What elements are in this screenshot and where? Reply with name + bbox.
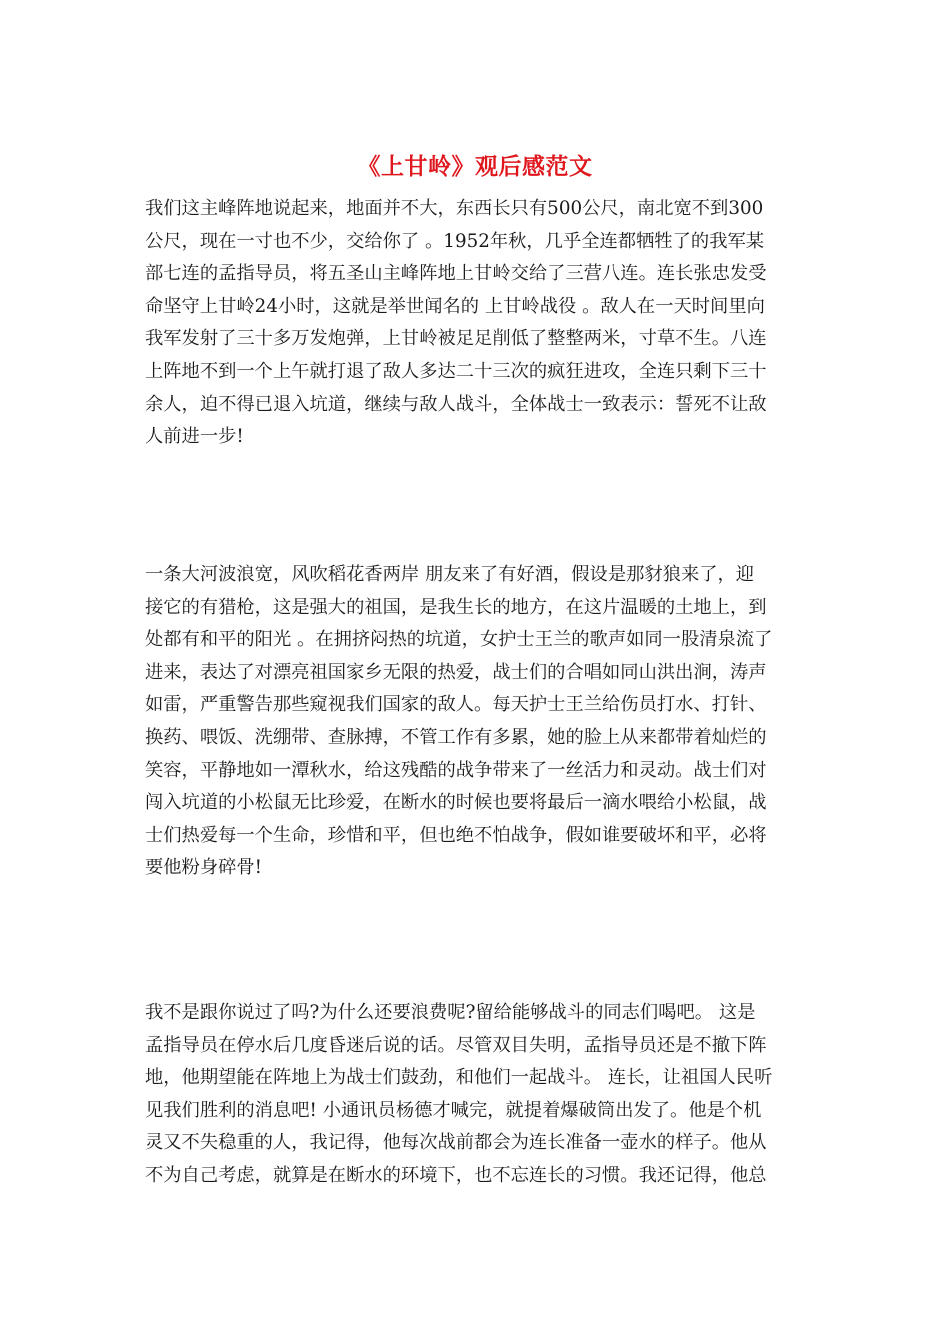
paragraph-line: 闯入坑道的小松鼠无比珍爱，在断水的时候也要将最后一滴水喂给小松鼠，战: [145, 792, 767, 814]
page-title: 《上甘岭》观后感范文: [357, 153, 593, 180]
paragraph-line: 人前进一步!: [145, 426, 244, 448]
paragraph-line: 我不是跟你说过了吗?为什么还要浪费呢?留给能够战斗的同志们喝吧。 这是: [145, 1002, 756, 1023]
paragraph-2: [145, 559, 805, 885]
paragraph-line: 地，他期望能在阵地上为战士们鼓劲，和他们一起战斗。 连长，让祖国人民听: [145, 1067, 773, 1089]
paragraph-line: 接它的有猎枪，这是强大的祖国，是我生长的地方，在这片温暖的土地上，到: [145, 596, 767, 618]
paragraph-line: 我军发射了三十多万发炮弹，上甘岭被足足削低了整整两米，寸草不生。八连: [145, 328, 767, 350]
paragraph-line: 命坚守上甘岭24小时，这就是举世闻名的 上甘岭战役 。敌人在一天时间里向: [145, 295, 765, 317]
paragraph-line: 灵又不失稳重的人，我记得，他每次战前都会为连长准备一壶水的样子。他从: [145, 1132, 767, 1154]
paragraph-line: 上阵地不到一个上午就打退了敌人多达二十三次的疯狂进攻，全连只剩下三十: [145, 360, 767, 382]
paragraph-line: 公尺，现在一寸也不少，交给你了 。1952年秋，几乎全连都牺牲了的我军某: [145, 230, 765, 252]
paragraph-1: [145, 193, 805, 454]
paragraph-line: 处都有和平的阳光 。在拥挤闷热的坑道，女护士王兰的歌声如同一股清泉流了: [145, 629, 773, 651]
paragraph-line: 我们这主峰阵地说起来，地面并不大，东西长只有500公尺，南北宽不到300: [145, 198, 764, 219]
paragraph-line: 一条大河波浪宽，风吹稻花香两岸 朋友来了有好酒，假设是那豺狼来了，迎: [145, 564, 755, 585]
paragraph-line: 士们热爱每一个生命，珍惜和平，但也绝不怕战争，假如谁要破坏和平，必将: [145, 824, 767, 846]
paragraph-line: 要他粉身碎骨!: [145, 857, 263, 879]
paragraph-line: 孟指导员在停水后几度昏迷后说的话。尽管双目失明，孟指导员还是不撤下阵: [145, 1034, 767, 1056]
paragraph-line: 部七连的孟指导员，将五圣山主峰阵地上甘岭交给了三营八连。连长张忠发受: [145, 263, 767, 285]
paragraph-line: 见我们胜利的消息吧! 小通讯员杨德才喊完，就提着爆破筒出发了。他是个机: [145, 1099, 762, 1121]
paragraph-line: 如雷，严重警告那些窥视我们国家的敌人。每天护士王兰给伤员打水、打针、: [145, 694, 767, 716]
paragraph-line: 余人，迫不得已退入坑道，继续与敌人战斗，全体战士一致表示：誓死不让敌: [145, 393, 767, 415]
paragraph-line: 笑容，平静地如一潭秋水，给这残酷的战争带来了一丝活力和灵动。战士们对: [145, 759, 767, 781]
paragraph-line: 不为自己考虑，就算是在断水的环境下，也不忘连长的习惯。我还记得，他总: [145, 1164, 767, 1186]
paragraph-line: 进来，表达了对漂亮祖国家乡无限的热爱，战士们的合唱如同山洪出涧，涛声: [145, 661, 767, 683]
paragraph-3: [145, 997, 805, 1193]
paragraph-line: 换药、喂饭、洗绷带、查脉搏，不管工作有多累，她的脸上从来都带着灿烂的: [145, 726, 767, 748]
